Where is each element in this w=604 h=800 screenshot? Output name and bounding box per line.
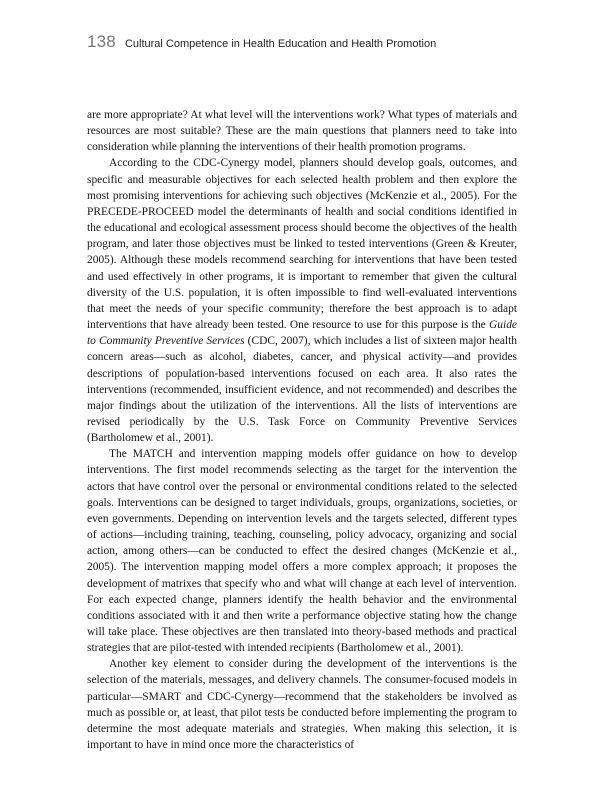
paragraph-3: The MATCH and intervention mapping models offer guidance on how to develop interventions. The first model recommends selecting as the target for the intervention the actors that have control over the personal or environmental conditions related to the selected goals. Interventions can be designed to target individuals, groups, organizations, societies, or even governments. Depending on intervention levels and the targets selected, different types of actions—including training, teaching, counseling, policy advocacy, organizing and social action, among others—can be conducted to effect the desired changes (McKenzie et al., 2005). The intervention mapping model offers a more complex approach; it proposes the development of matrixes that specify who and what will change at each level of intervention. For each expected change, planners identify the health behavior and the environmental conditions associated with it and then write a performance objective stating how the change will take place. These objectives are then translated into theory-based methods and practical strategies that are pilot-tested with intended recipients (Bartholomew et al., 2001). <box>87 448 517 655</box>
running-title: Cultural Competence in Health Education and Health Promotion <box>124 38 437 50</box>
paragraph-1: are more appropriate? At what level will the interventions work? What types of materials and resources are most suitable? These are the main questions that planners need to take into consideration while planning the interventions of their health promotion programs. <box>87 109 517 154</box>
page-number: 138 <box>87 32 116 51</box>
page-header <box>87 32 436 56</box>
paragraph-2-text-after: (CDC, 2007), which includes a list of sixteen major health concern areas—such as alcohol, diabetes, cancer, and physical activity—and provides descriptions of population-based interventions focused on each area. It also rates the interventions (recommended, insufficient evidence, and not recommended) and describes the major findings about the utilization of the interventions. All the lists of interventions are revised periodically by the U.S. Task Force on Community Preventive Services (Bartholomew et al., 2001). <box>87 335 517 445</box>
paragraph-2-text-before: According to the CDC-Cynergy model, planners should develop goals, outcomes, and specific and measurable objectives for each selected health problem and then explore the most promising interventions for achieving such objectives (McKenzie et al., 2005). For the PRECEDE-PROCEED model the determinants of health and social conditions identified in the educational and ecological assessment process should become the objectives of the health program, and later those objectives must be linked to tested interventions (Green & Kreuter, 2005). Although these models recommend searching for interventions that have been tested and used effectively in other programs, it is important to remember that given the cultural diversity of the U.S. population, it is often impossible to find well-evaluated interventions that meet the needs of your specific community; therefore the best approach is to adapt interventions that have already been tested. One resource to use for this purpose is the <box>87 157 517 332</box>
body-text <box>87 107 517 753</box>
paragraph-4: Another key element to consider during the development of the interventions is the selection of the materials, messages, and delivery channels. The consumer-focused models in particular—SMART and CDC-Cynergy—recommend that the stakeholders be involved as much as possible or, at least, that pilot tests be conducted before implementing the program to determine the most adequate materials and strategies. When making this selection, it is important to have in mind once more the characteristics of <box>87 658 517 752</box>
guide-title-italic: Guide to Community Preventive Services <box>87 319 517 348</box>
paragraph-2 <box>87 155 517 446</box>
